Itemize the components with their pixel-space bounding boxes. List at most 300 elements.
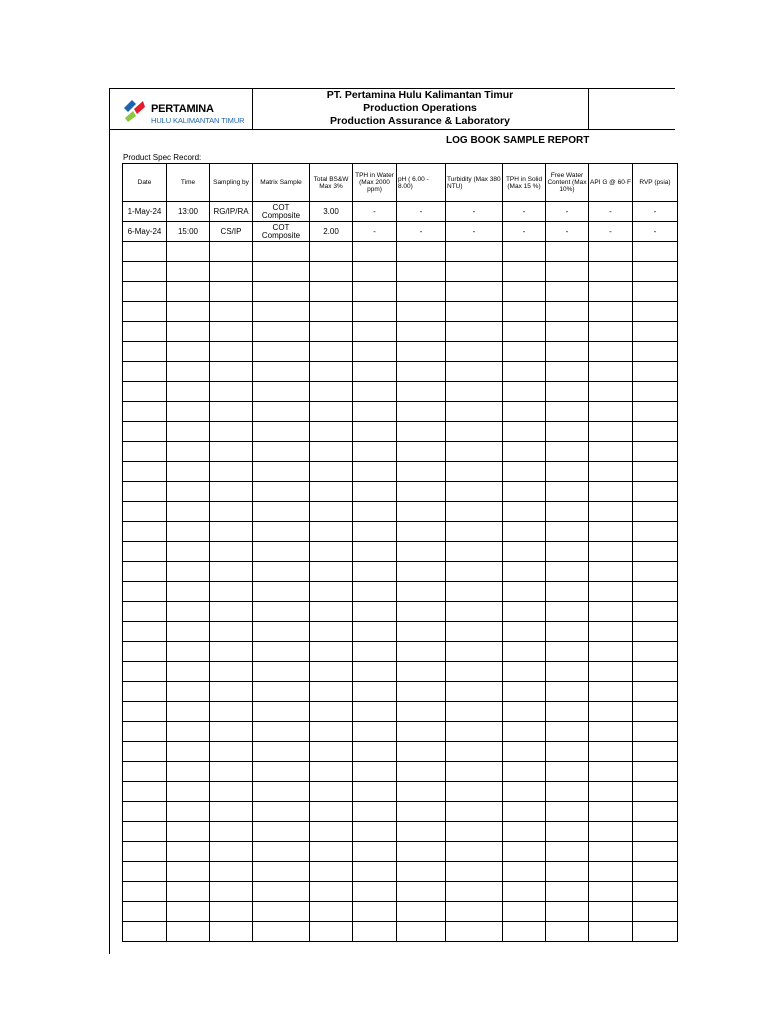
empty-cell (589, 402, 633, 422)
empty-cell (123, 882, 167, 902)
empty-cell (397, 382, 446, 402)
empty-cell (210, 522, 253, 542)
empty-cell (546, 442, 589, 462)
empty-cell (546, 262, 589, 282)
empty-cell (633, 582, 678, 602)
empty-cell (310, 682, 353, 702)
empty-table-row (123, 562, 678, 582)
cell-matrix-sample: COT Composite (253, 202, 310, 222)
empty-table-row (123, 602, 678, 622)
cell-api: - (589, 222, 633, 242)
cell-tph-solid: - (503, 222, 546, 242)
empty-cell (353, 622, 397, 642)
empty-cell (167, 682, 210, 702)
empty-cell (167, 882, 210, 902)
empty-cell (210, 802, 253, 822)
empty-cell (546, 242, 589, 262)
empty-table-row (123, 462, 678, 482)
empty-cell (310, 442, 353, 462)
empty-cell (546, 362, 589, 382)
empty-table-row (123, 342, 678, 362)
empty-cell (210, 462, 253, 482)
empty-cell (633, 802, 678, 822)
empty-cell (546, 922, 589, 942)
empty-cell (633, 402, 678, 422)
empty-table-row (123, 302, 678, 322)
empty-cell (310, 342, 353, 362)
empty-cell (397, 442, 446, 462)
empty-cell (253, 662, 310, 682)
empty-cell (167, 302, 210, 322)
col-header-time: Time (167, 164, 210, 202)
empty-cell (210, 542, 253, 562)
empty-cell (353, 542, 397, 562)
empty-cell (353, 462, 397, 482)
empty-table-row (123, 582, 678, 602)
empty-cell (503, 482, 546, 502)
empty-cell (353, 862, 397, 882)
empty-cell (210, 742, 253, 762)
col-header-ph: pH ( 6.00 - 8.00) (397, 164, 446, 202)
empty-cell (210, 922, 253, 942)
empty-cell (397, 762, 446, 782)
table-row (123, 222, 678, 242)
empty-cell (503, 622, 546, 642)
empty-cell (633, 382, 678, 402)
empty-cell (546, 902, 589, 922)
empty-cell (503, 682, 546, 702)
empty-cell (546, 622, 589, 642)
empty-cell (253, 462, 310, 482)
empty-cell (310, 602, 353, 622)
empty-cell (546, 802, 589, 822)
empty-cell (167, 262, 210, 282)
empty-cell (397, 262, 446, 282)
empty-cell (123, 722, 167, 742)
empty-cell (123, 502, 167, 522)
empty-cell (633, 562, 678, 582)
empty-cell (546, 842, 589, 862)
empty-cell (633, 682, 678, 702)
empty-table-row (123, 642, 678, 662)
empty-cell (589, 842, 633, 862)
empty-cell (123, 242, 167, 262)
empty-cell (446, 482, 503, 502)
empty-cell (589, 382, 633, 402)
cell-free-water: - (546, 222, 589, 242)
empty-cell (123, 682, 167, 702)
empty-cell (589, 582, 633, 602)
empty-table-row (123, 882, 678, 902)
empty-cell (123, 522, 167, 542)
empty-cell (397, 702, 446, 722)
empty-cell (210, 582, 253, 602)
cell-turbidity: - (446, 222, 503, 242)
cell-date: 1-May-24 (123, 202, 167, 222)
empty-cell (167, 662, 210, 682)
empty-cell (446, 302, 503, 322)
empty-cell (503, 282, 546, 302)
empty-cell (589, 602, 633, 622)
empty-cell (546, 602, 589, 622)
empty-cell (310, 482, 353, 502)
empty-cell (210, 322, 253, 342)
empty-cell (546, 282, 589, 302)
empty-cell (589, 922, 633, 942)
sample-log-table (122, 163, 678, 942)
empty-cell (167, 902, 210, 922)
empty-cell (546, 702, 589, 722)
empty-table-row (123, 502, 678, 522)
empty-cell (546, 862, 589, 882)
empty-cell (210, 702, 253, 722)
empty-cell (589, 482, 633, 502)
empty-cell (446, 542, 503, 562)
empty-cell (397, 342, 446, 362)
empty-cell (353, 382, 397, 402)
empty-cell (589, 302, 633, 322)
empty-cell (397, 642, 446, 662)
empty-cell (589, 702, 633, 722)
empty-cell (446, 662, 503, 682)
empty-cell (397, 722, 446, 742)
empty-cell (253, 842, 310, 862)
empty-cell (353, 882, 397, 902)
empty-cell (167, 702, 210, 722)
empty-cell (123, 542, 167, 562)
empty-table-row (123, 382, 678, 402)
empty-cell (397, 782, 446, 802)
empty-cell (397, 362, 446, 382)
product-spec-label: Product Spec Record: (123, 153, 202, 162)
empty-cell (397, 822, 446, 842)
empty-cell (210, 482, 253, 502)
page-left-border (109, 88, 110, 954)
empty-cell (546, 782, 589, 802)
empty-cell (446, 462, 503, 482)
empty-cell (167, 602, 210, 622)
empty-table-row (123, 422, 678, 442)
empty-cell (167, 382, 210, 402)
empty-table-row (123, 522, 678, 542)
empty-cell (353, 802, 397, 822)
empty-cell (123, 362, 167, 382)
empty-cell (353, 822, 397, 842)
header-title-cell (252, 89, 589, 129)
empty-cell (167, 422, 210, 442)
empty-cell (446, 582, 503, 602)
empty-cell (446, 642, 503, 662)
col-header-matrix-sample: Matrix Sample (253, 164, 310, 202)
empty-cell (503, 382, 546, 402)
empty-cell (397, 882, 446, 902)
cell-ph: - (397, 202, 446, 222)
empty-cell (353, 922, 397, 942)
empty-cell (546, 682, 589, 702)
empty-cell (503, 762, 546, 782)
empty-cell (589, 422, 633, 442)
cell-tph-water: - (353, 202, 397, 222)
empty-cell (589, 762, 633, 782)
header-right-cell (589, 89, 675, 129)
table-row (123, 202, 678, 222)
empty-table-row (123, 282, 678, 302)
empty-cell (446, 262, 503, 282)
empty-cell (210, 382, 253, 402)
empty-table-row (123, 862, 678, 882)
empty-cell (310, 642, 353, 662)
empty-cell (167, 442, 210, 462)
empty-cell (210, 342, 253, 362)
empty-cell (253, 902, 310, 922)
cell-sampling-by: RG/IP/RA (210, 202, 253, 222)
report-title: LOG BOOK SAMPLE REPORT (446, 135, 590, 146)
empty-cell (397, 842, 446, 862)
empty-cell (397, 582, 446, 602)
empty-cell (546, 722, 589, 742)
empty-cell (253, 322, 310, 342)
col-header-rvp: RVP (psia) (633, 164, 678, 202)
empty-cell (123, 262, 167, 282)
empty-cell (546, 642, 589, 662)
empty-cell (397, 502, 446, 522)
empty-cell (589, 362, 633, 382)
empty-cell (210, 362, 253, 382)
empty-cell (397, 742, 446, 762)
empty-cell (253, 302, 310, 322)
logo-cell (109, 89, 253, 129)
empty-table-row (123, 442, 678, 462)
empty-cell (633, 642, 678, 662)
col-header-turbidity: Turbidity (Max 380 NTU) (446, 164, 503, 202)
empty-cell (353, 442, 397, 462)
empty-cell (589, 462, 633, 482)
cell-time: 13:00 (167, 202, 210, 222)
empty-cell (397, 282, 446, 302)
empty-cell (503, 362, 546, 382)
empty-cell (310, 562, 353, 582)
empty-cell (546, 322, 589, 342)
empty-cell (446, 502, 503, 522)
empty-cell (397, 482, 446, 502)
empty-cell (633, 622, 678, 642)
empty-cell (589, 242, 633, 262)
empty-cell (503, 562, 546, 582)
empty-cell (503, 522, 546, 542)
empty-cell (310, 822, 353, 842)
empty-cell (253, 702, 310, 722)
cell-tph-water: - (353, 222, 397, 242)
empty-cell (253, 742, 310, 762)
cell-total-bsw: 3.00 (310, 202, 353, 222)
empty-cell (446, 742, 503, 762)
empty-cell (310, 622, 353, 642)
empty-cell (589, 862, 633, 882)
empty-cell (503, 402, 546, 422)
empty-cell (589, 802, 633, 822)
empty-cell (589, 442, 633, 462)
empty-cell (503, 742, 546, 762)
empty-cell (546, 542, 589, 562)
empty-cell (253, 362, 310, 382)
empty-cell (446, 422, 503, 442)
empty-cell (589, 542, 633, 562)
empty-cell (353, 302, 397, 322)
empty-cell (123, 762, 167, 782)
empty-cell (446, 882, 503, 902)
empty-cell (253, 922, 310, 942)
empty-cell (353, 402, 397, 422)
empty-cell (310, 282, 353, 302)
empty-cell (353, 502, 397, 522)
empty-cell (503, 542, 546, 562)
empty-cell (446, 622, 503, 642)
empty-cell (310, 522, 353, 542)
empty-cell (253, 342, 310, 362)
empty-cell (123, 342, 167, 362)
empty-cell (253, 722, 310, 742)
empty-cell (633, 302, 678, 322)
empty-cell (123, 302, 167, 322)
empty-table-row (123, 782, 678, 802)
empty-cell (123, 482, 167, 502)
empty-cell (397, 462, 446, 482)
empty-cell (589, 622, 633, 642)
empty-cell (589, 522, 633, 542)
empty-cell (446, 282, 503, 302)
empty-cell (633, 662, 678, 682)
col-header-api: API G @ 60·F (589, 164, 633, 202)
empty-cell (210, 782, 253, 802)
empty-cell (253, 502, 310, 522)
empty-cell (253, 382, 310, 402)
empty-cell (123, 822, 167, 842)
empty-cell (310, 502, 353, 522)
empty-cell (167, 742, 210, 762)
empty-cell (633, 922, 678, 942)
empty-cell (210, 662, 253, 682)
empty-cell (546, 482, 589, 502)
empty-cell (253, 542, 310, 562)
empty-cell (123, 702, 167, 722)
empty-cell (253, 582, 310, 602)
empty-cell (503, 662, 546, 682)
empty-cell (633, 882, 678, 902)
col-header-total-bsw: Total BS&W Max 3% (310, 164, 353, 202)
empty-cell (353, 902, 397, 922)
empty-cell (310, 382, 353, 402)
empty-cell (589, 782, 633, 802)
cell-turbidity: - (446, 202, 503, 222)
empty-cell (167, 642, 210, 662)
empty-cell (167, 622, 210, 642)
empty-table-row (123, 842, 678, 862)
empty-cell (446, 382, 503, 402)
empty-cell (310, 782, 353, 802)
empty-table-row (123, 322, 678, 342)
empty-table-row (123, 262, 678, 282)
empty-cell (397, 802, 446, 822)
empty-cell (589, 722, 633, 742)
empty-cell (589, 322, 633, 342)
empty-cell (397, 862, 446, 882)
empty-cell (310, 922, 353, 942)
empty-cell (446, 862, 503, 882)
empty-cell (589, 342, 633, 362)
empty-cell (310, 662, 353, 682)
empty-cell (633, 742, 678, 762)
empty-cell (167, 482, 210, 502)
empty-cell (633, 542, 678, 562)
empty-cell (546, 402, 589, 422)
empty-cell (546, 382, 589, 402)
empty-cell (167, 342, 210, 362)
empty-cell (310, 362, 353, 382)
empty-cell (253, 282, 310, 302)
empty-cell (633, 482, 678, 502)
empty-cell (253, 442, 310, 462)
empty-cell (546, 522, 589, 542)
empty-cell (123, 462, 167, 482)
empty-cell (167, 322, 210, 342)
empty-cell (546, 462, 589, 482)
empty-cell (503, 442, 546, 462)
empty-cell (253, 802, 310, 822)
empty-cell (253, 562, 310, 582)
empty-cell (353, 782, 397, 802)
empty-cell (546, 662, 589, 682)
empty-table-row (123, 682, 678, 702)
empty-cell (310, 542, 353, 562)
empty-cell (503, 862, 546, 882)
empty-table-row (123, 242, 678, 262)
empty-cell (310, 702, 353, 722)
empty-cell (210, 722, 253, 742)
empty-cell (210, 402, 253, 422)
empty-cell (310, 862, 353, 882)
empty-table-row (123, 822, 678, 842)
empty-cell (397, 322, 446, 342)
empty-cell (253, 622, 310, 642)
empty-cell (253, 762, 310, 782)
empty-cell (123, 922, 167, 942)
empty-cell (167, 822, 210, 842)
table-header-row (123, 164, 678, 202)
empty-cell (310, 402, 353, 422)
cell-total-bsw: 2.00 (310, 222, 353, 242)
empty-table-row (123, 902, 678, 922)
empty-cell (353, 682, 397, 702)
empty-cell (167, 402, 210, 422)
empty-cell (633, 822, 678, 842)
empty-cell (633, 782, 678, 802)
empty-cell (167, 242, 210, 262)
empty-cell (310, 842, 353, 862)
empty-cell (353, 762, 397, 782)
empty-cell (633, 262, 678, 282)
empty-cell (123, 622, 167, 642)
cell-rvp: - (633, 222, 678, 242)
empty-cell (546, 582, 589, 602)
empty-cell (253, 482, 310, 502)
empty-cell (167, 362, 210, 382)
empty-cell (167, 842, 210, 862)
empty-cell (353, 562, 397, 582)
empty-table-row (123, 742, 678, 762)
empty-cell (253, 882, 310, 902)
empty-cell (503, 342, 546, 362)
pertamina-logo-icon (121, 98, 147, 124)
